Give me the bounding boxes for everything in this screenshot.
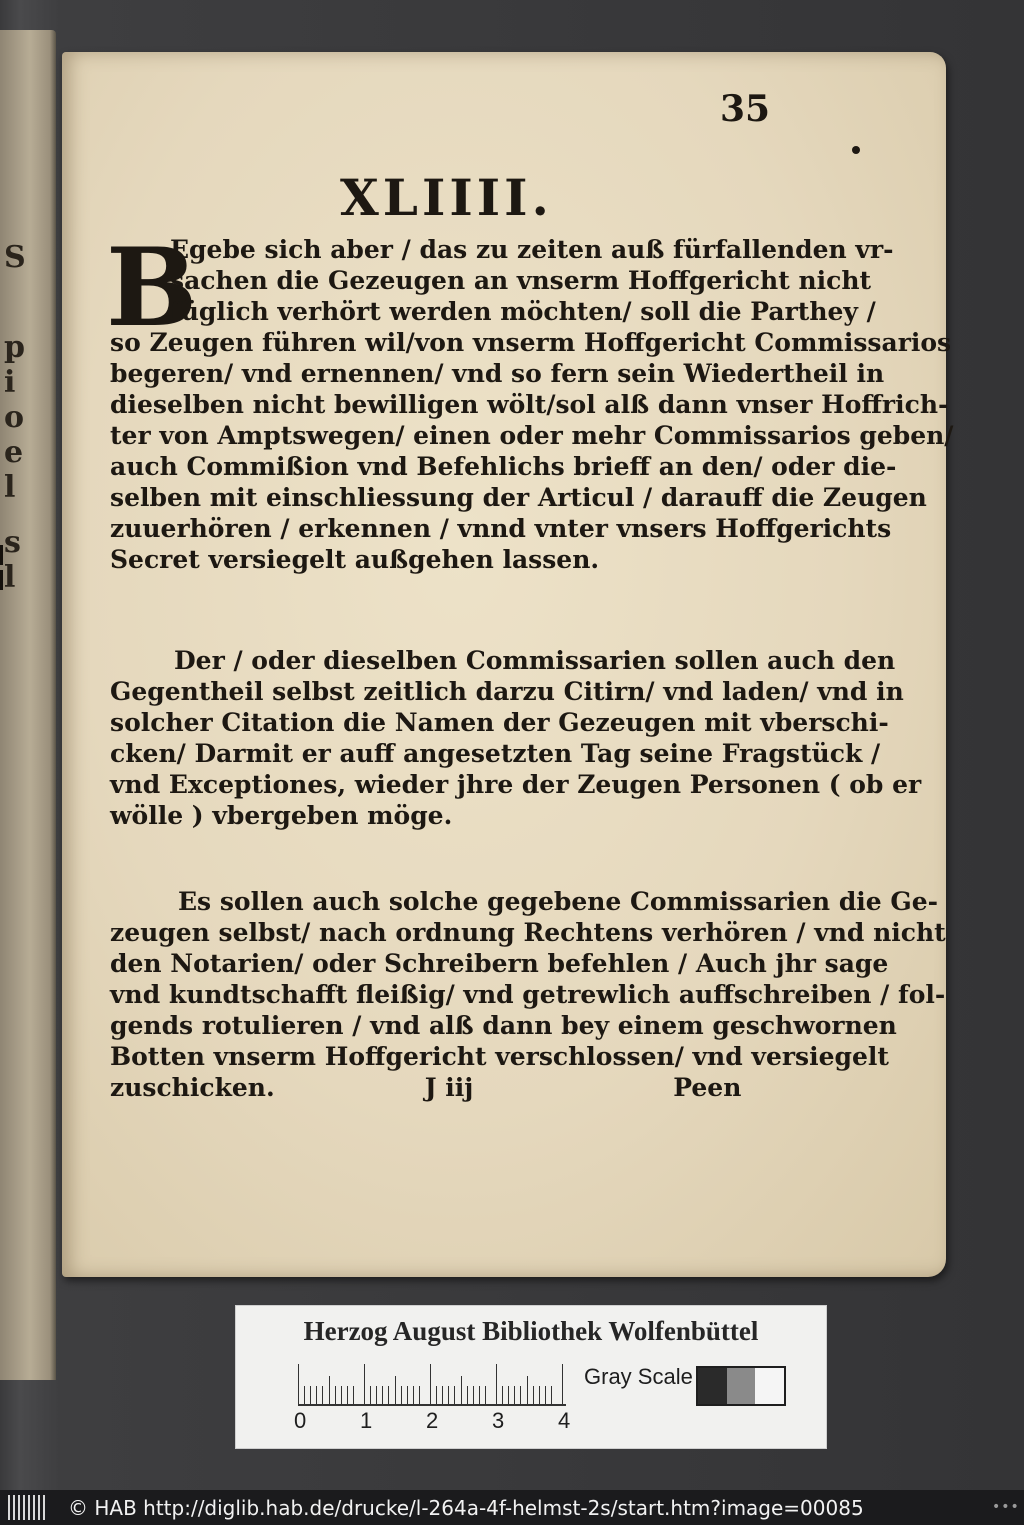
scale-tick xyxy=(347,1386,348,1404)
left-page-fragment: s xyxy=(4,525,21,560)
section-heading: XLIIII. xyxy=(340,168,553,227)
gray-scale-swatches xyxy=(696,1366,786,1406)
scale-tick xyxy=(353,1386,354,1404)
hab-barcode-logo[interactable] xyxy=(8,1495,46,1520)
margin-mark xyxy=(0,545,3,565)
text-line: den Notarien/ oder Schreibern befehlen / Auch jhr sage xyxy=(110,949,889,978)
scale-number: 1 xyxy=(360,1408,373,1433)
text-line: ter von Amptswegen/ einen oder mehr Commissarios geben/ xyxy=(110,421,954,450)
scale-tick xyxy=(461,1376,462,1404)
text-line: solcher Citation die Namen der Gezeugen mit vberschi- xyxy=(110,708,889,737)
text-line: begeren/ vnd ernennen/ vnd so fern sein Wiedertheil in xyxy=(110,359,885,388)
scale-tick xyxy=(316,1386,317,1404)
scale-tick xyxy=(442,1386,443,1404)
text-line: zuuerhören / erkennen / vnnd vnter vnsers Hoffgerichts xyxy=(110,514,892,543)
text-line: zeugen selbst/ nach ordnung Rechtens verhören / vnd nicht xyxy=(110,918,946,947)
scale-tick xyxy=(341,1386,342,1404)
scale-tick xyxy=(508,1386,509,1404)
scale-tick xyxy=(562,1364,563,1404)
left-page-fragment: i xyxy=(4,365,16,400)
scale-tick xyxy=(533,1386,534,1404)
scale-tick xyxy=(407,1386,408,1404)
left-page-fragment: o xyxy=(4,400,25,435)
text-line: Egebe sich aber / das zu zeiten auß fürfallenden vr- xyxy=(170,235,894,264)
scale-tick xyxy=(539,1386,540,1404)
scale-tick xyxy=(520,1386,521,1404)
left-page-fragment: S xyxy=(4,240,26,275)
left-page-fragment: l xyxy=(4,560,16,595)
scale-tick xyxy=(467,1386,468,1404)
text-line: Secret versiegelt außgehen lassen. xyxy=(110,545,600,574)
book-page xyxy=(62,52,954,1277)
scale-tick xyxy=(329,1376,330,1404)
scale-tick xyxy=(304,1386,305,1404)
ink-dot xyxy=(852,146,860,154)
scale-number: 3 xyxy=(492,1408,505,1433)
scale-tick xyxy=(395,1376,396,1404)
scale-tick xyxy=(545,1386,546,1404)
scale-tick xyxy=(401,1386,402,1404)
text-line: füglich verhört werden möchten/ soll die Parthey / xyxy=(170,297,876,326)
scale-tick xyxy=(479,1386,480,1404)
signature-mark: J iij xyxy=(424,1073,474,1102)
text-line: Der / oder dieselben Commissarien sollen auch den xyxy=(174,646,896,675)
catchword: Peen xyxy=(673,1073,742,1102)
text-line: sachen die Gezeugen an vnserm Hoffgericht nicht xyxy=(170,266,872,295)
scale-tick xyxy=(298,1364,299,1404)
text-line: Gegentheil selbst zeitlich darzu Citirn/ vnd laden/ vnd in xyxy=(110,677,904,706)
text-line: vnd kundtschafft fleißig/ vnd getrewlich auffschreiben / fol- xyxy=(110,980,946,1009)
left-page-edge xyxy=(0,30,56,1380)
more-options-icon[interactable]: ••• xyxy=(992,1499,1020,1515)
scale-number: 2 xyxy=(426,1408,439,1433)
paragraph-1 xyxy=(110,234,953,575)
scale-tick xyxy=(370,1386,371,1404)
scale-tick xyxy=(514,1386,515,1404)
viewer-footer xyxy=(0,1490,1024,1525)
text-line: vnd Exceptiones, wieder jhre der Zeugen Personen ( ob er xyxy=(110,770,922,799)
scale-tick xyxy=(376,1386,377,1404)
left-page-fragment: e xyxy=(4,435,24,470)
scale-tick xyxy=(419,1386,420,1404)
text-line: so Zeugen führen wil/von vnserm Hoffgericht Commissarios xyxy=(110,328,952,357)
left-page-fragment: l xyxy=(4,470,16,505)
page-number: 35 xyxy=(720,88,771,130)
text-line: cken/ Darmit er auff angesetzten Tag seine Fragstück / xyxy=(110,739,881,768)
scale-tick xyxy=(413,1386,414,1404)
gray-swatch-mid xyxy=(727,1368,756,1404)
text-line: gends rotulieren / vnd alß dann bey einem geschwornen xyxy=(110,1011,897,1040)
scale-number: 4 xyxy=(558,1408,571,1433)
scale-tick xyxy=(335,1386,336,1404)
scale-tick xyxy=(496,1364,497,1404)
text-line: Botten vnserm Hoffgericht verschlossen/ vnd versiegelt xyxy=(110,1042,889,1071)
text-line: dieselben nicht bewilligen wölt/sol alß dann vnser Hoffrich- xyxy=(110,390,949,419)
text-line: wölle ) vbergeben möge. xyxy=(110,801,453,830)
scale-tick xyxy=(473,1386,474,1404)
scale-tick xyxy=(364,1364,365,1404)
gray-scale-label: Gray Scale xyxy=(584,1364,693,1389)
scale-tick xyxy=(436,1386,437,1404)
scale-tick xyxy=(322,1386,323,1404)
library-color-card xyxy=(235,1305,827,1449)
text-line: selben mit einschliessung der Articul / darauff die Zeugen xyxy=(110,483,927,512)
copyright-url[interactable]: © HAB http://diglib.hab.de/drucke/l-264a-4f-helmst-2s/start.htm?image=00085 xyxy=(68,1496,864,1520)
left-page-fragment: p xyxy=(4,330,25,365)
last-line xyxy=(110,1072,946,1103)
scale-tick xyxy=(448,1386,449,1404)
paragraph-2 xyxy=(110,645,921,831)
scale-tick xyxy=(485,1386,486,1404)
scale-tick xyxy=(430,1364,431,1404)
library-name: Herzog August Bibliothek Wolfenbüttel xyxy=(303,1316,759,1346)
drop-capital: B xyxy=(106,225,198,351)
scale-tick xyxy=(382,1386,383,1404)
centimeter-scale xyxy=(298,1364,566,1406)
text-line: Es sollen auch solche gegebene Commissarien die Ge- xyxy=(178,887,939,916)
margin-mark xyxy=(0,570,3,590)
scale-tick xyxy=(502,1386,503,1404)
scale-tick xyxy=(551,1386,552,1404)
gray-swatch-light xyxy=(755,1368,784,1404)
paragraph-3 xyxy=(110,886,946,1103)
scale-tick xyxy=(388,1386,389,1404)
scale-tick xyxy=(454,1386,455,1404)
scale-tick xyxy=(527,1376,528,1404)
scale-number: 0 xyxy=(294,1408,307,1433)
scale-tick xyxy=(310,1386,311,1404)
text-line: zuschicken. xyxy=(110,1073,275,1102)
gray-swatch-dark xyxy=(698,1368,727,1404)
text-line: auch Commißion vnd Befehlichs brieff an den/ oder die- xyxy=(110,452,897,481)
